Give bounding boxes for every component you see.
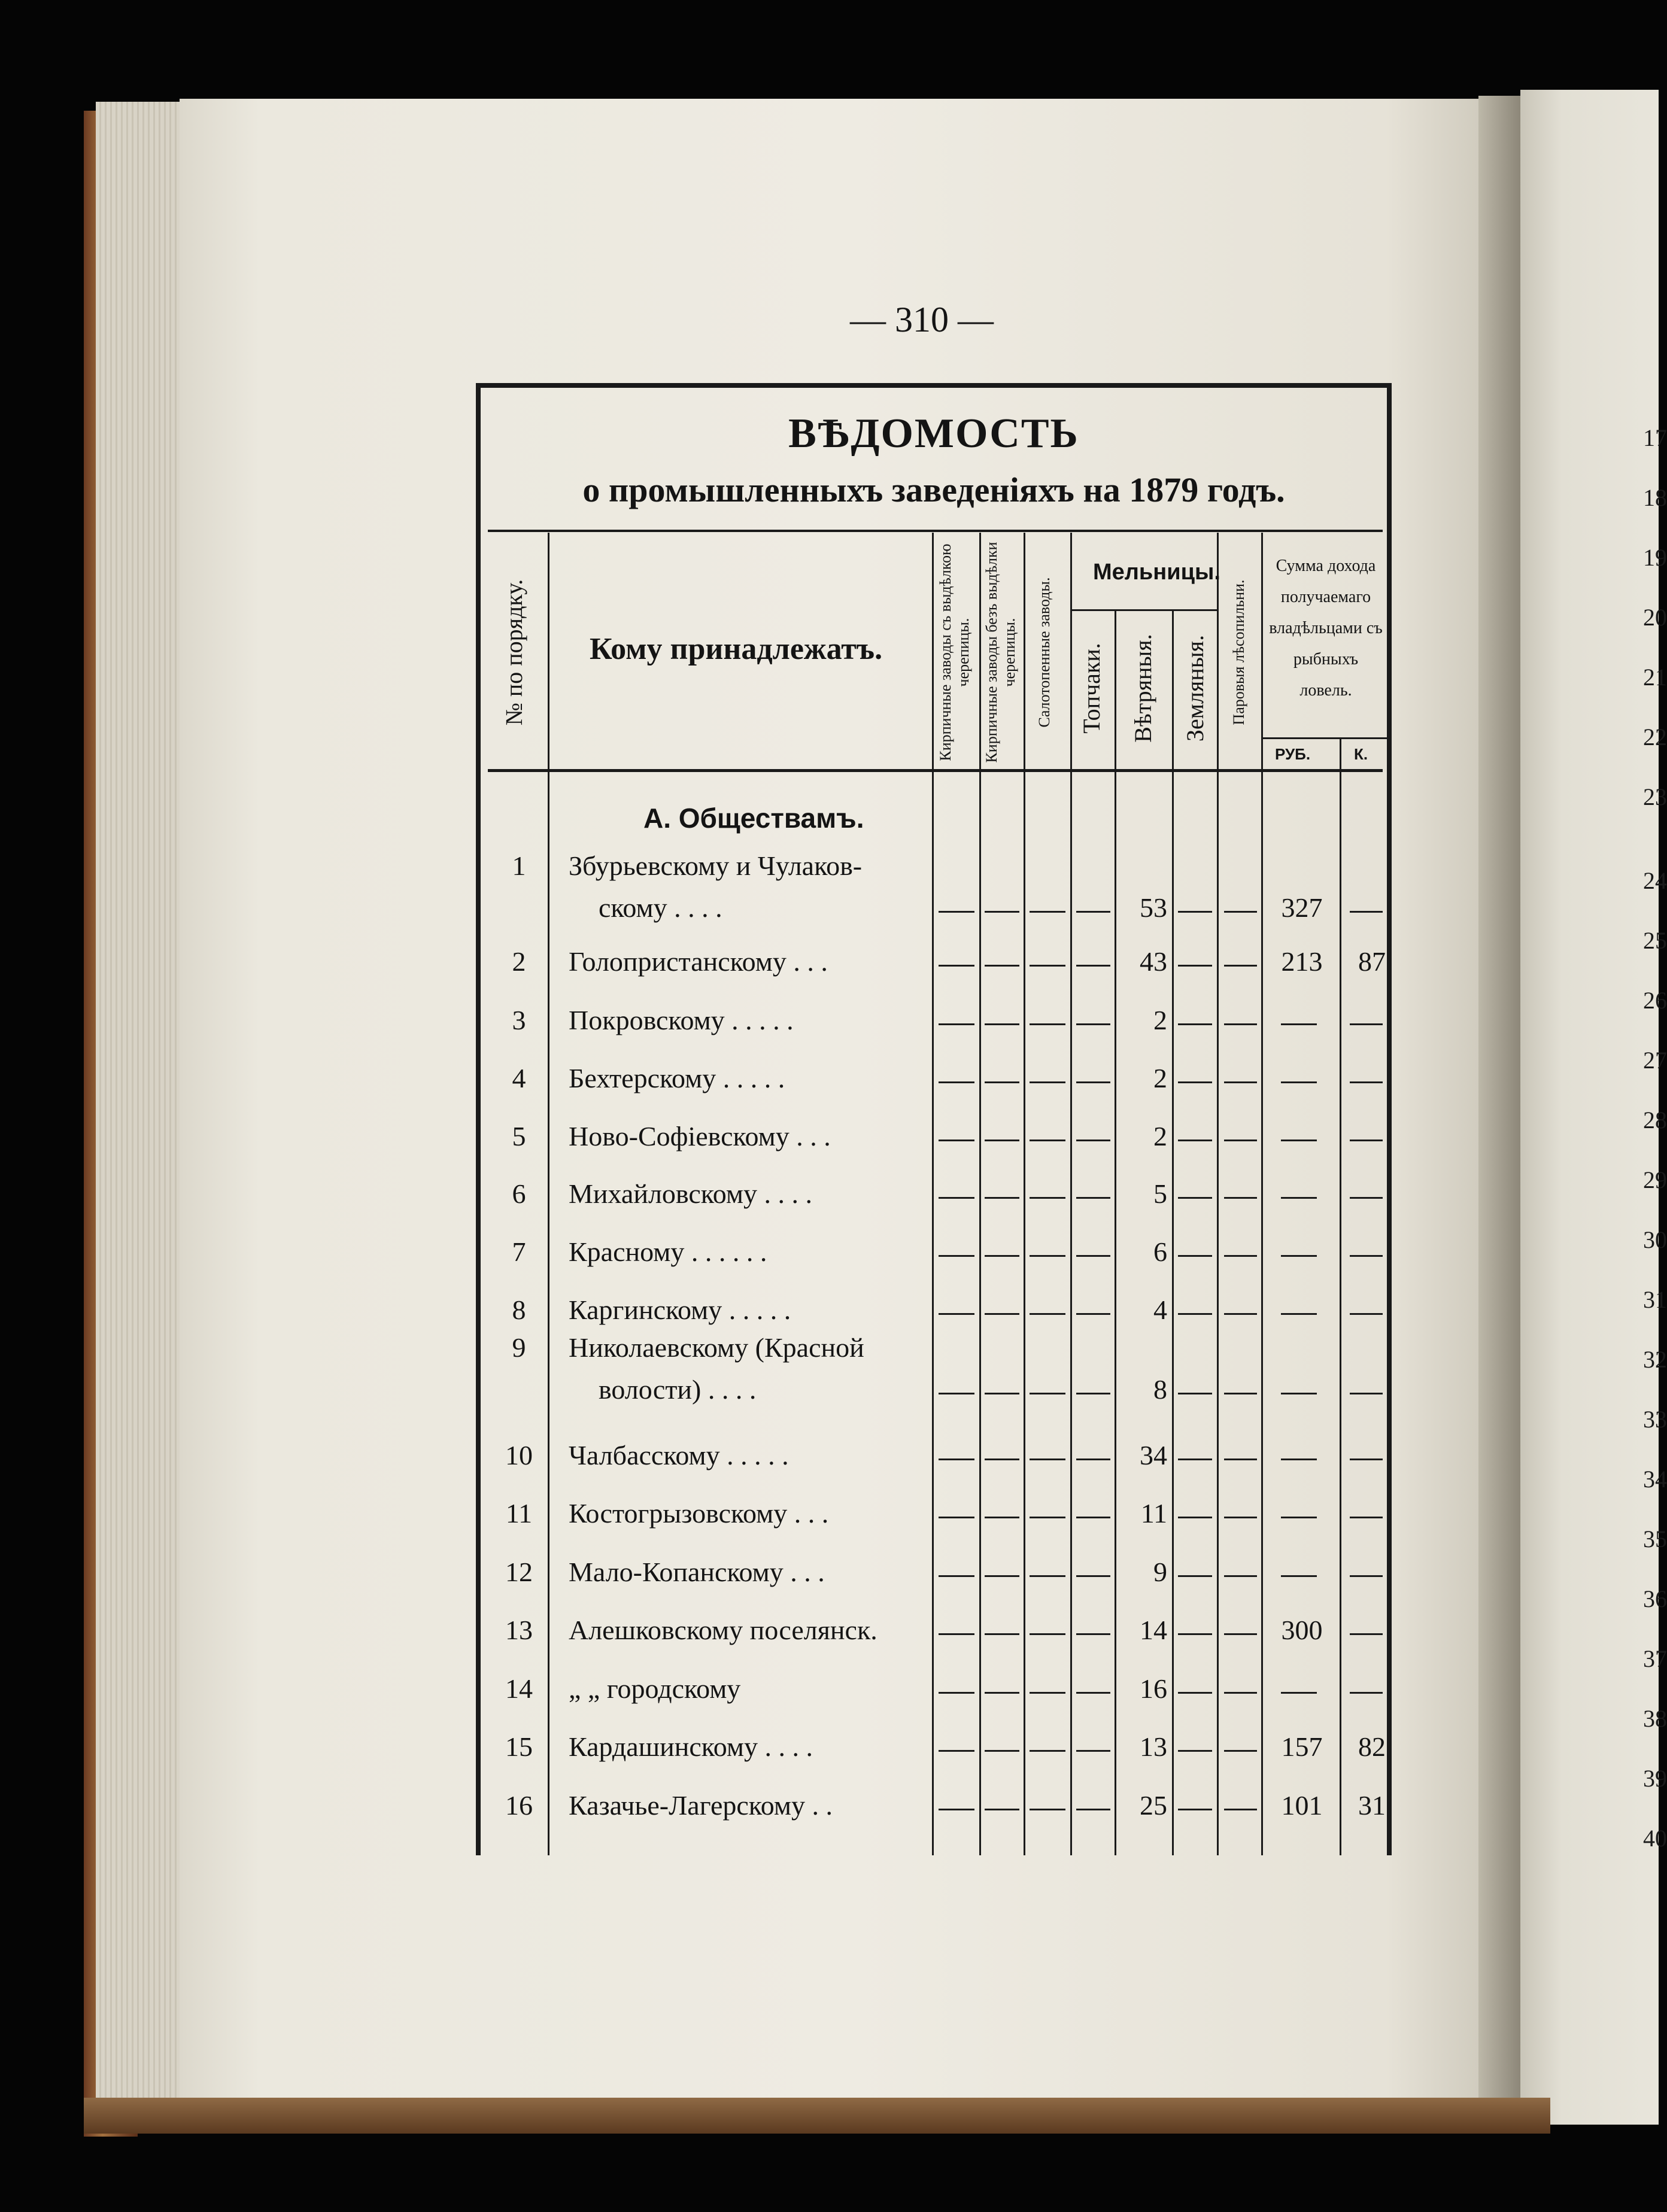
kop-dash <box>1350 1023 1383 1025</box>
row-wind-mills: 11 <box>1140 1498 1167 1529</box>
right-page-row-number: 33 <box>1643 1406 1667 1433</box>
row-wind-mills: 13 <box>1140 1731 1167 1762</box>
empty-cell-dash <box>1178 1517 1212 1518</box>
empty-cell-dash <box>1224 1081 1257 1083</box>
row-owner-name: „ „ городскому <box>569 1673 741 1704</box>
row-wind-mills: 2 <box>1153 1005 1167 1035</box>
empty-cell-dash <box>1178 1692 1212 1694</box>
empty-cell-dash <box>939 965 974 967</box>
empty-cell-dash <box>985 911 1019 913</box>
rub-dash <box>1281 1081 1317 1083</box>
row-owner-name: Бехтерскому . . . . . <box>569 1063 785 1093</box>
header-brick-tile: Кирпичные заводы съ выдѣлкою черепицы. <box>937 543 972 761</box>
row-wind-mills: 2 <box>1153 1063 1167 1093</box>
row-kop: 82 <box>1358 1731 1386 1762</box>
empty-cell-dash <box>1178 1140 1212 1141</box>
row-owner-name: Ново-Софіевскому . . . <box>569 1121 831 1151</box>
empty-cell-dash <box>1076 1393 1110 1394</box>
empty-cell-dash <box>1224 1023 1257 1025</box>
empty-cell-dash <box>1224 911 1257 913</box>
col-rule <box>932 533 934 1855</box>
row-number: 7 <box>512 1236 526 1267</box>
row-wind-mills: 4 <box>1153 1295 1167 1325</box>
table-frame-top <box>476 383 1392 388</box>
right-page-row-number: 31 <box>1643 1286 1667 1313</box>
row-number: 1 <box>512 850 526 881</box>
empty-cell-dash <box>1224 1197 1257 1199</box>
empty-cell-dash <box>939 1023 974 1025</box>
income-rule <box>1262 737 1388 739</box>
row-owner-name-cont: волости) . . . . <box>599 1374 757 1405</box>
right-page-row-number: 27 <box>1643 1047 1667 1074</box>
row-wind-mills: 8 <box>1153 1374 1167 1405</box>
kop-dash <box>1350 1255 1383 1257</box>
right-page-row-number: 34 <box>1643 1466 1667 1493</box>
empty-cell-dash <box>1076 1633 1110 1635</box>
empty-cell-dash <box>1224 1575 1257 1577</box>
empty-cell-dash <box>1076 1197 1110 1199</box>
row-number: 2 <box>512 946 526 977</box>
rub-dash <box>1281 1575 1317 1577</box>
right-page-row-number: 38 <box>1643 1705 1667 1732</box>
empty-cell-dash <box>1076 1255 1110 1257</box>
empty-cell-dash <box>1030 1255 1065 1257</box>
row-owner-name: Костогрызовскому . . . <box>569 1498 829 1529</box>
col-rule <box>1172 609 1174 1855</box>
col-rule <box>1024 533 1025 1855</box>
col-rule <box>1070 533 1072 1855</box>
empty-cell-dash <box>939 1517 974 1518</box>
rub-dash <box>1281 1255 1317 1257</box>
row-wind-mills: 6 <box>1153 1236 1167 1267</box>
col-rule <box>1115 609 1116 1855</box>
empty-cell-dash <box>985 1575 1019 1577</box>
empty-cell-dash <box>1224 1633 1257 1635</box>
empty-cell-dash <box>939 1313 974 1315</box>
row-owner-name: Чалбасскому . . . . . <box>569 1440 789 1470</box>
empty-cell-dash <box>1030 1517 1065 1518</box>
empty-cell-dash <box>1224 1517 1257 1518</box>
empty-cell-dash <box>1076 1809 1110 1810</box>
row-owner-name: Мало-Копанскому . . . <box>569 1557 825 1587</box>
right-page-row-number: 40 <box>1643 1825 1667 1852</box>
row-wind-mills: 34 <box>1140 1440 1167 1470</box>
empty-cell-dash <box>1030 1393 1065 1394</box>
empty-cell-dash <box>1224 1809 1257 1810</box>
empty-cell-dash <box>1076 1313 1110 1315</box>
empty-cell-dash <box>939 1197 974 1199</box>
row-number: 4 <box>512 1063 526 1093</box>
rub-dash <box>1281 1313 1317 1315</box>
empty-cell-dash <box>1224 1313 1257 1315</box>
row-owner-name: Кардашинскому . . . . <box>569 1731 813 1762</box>
empty-cell-dash <box>985 1750 1019 1752</box>
right-page-row-number: 18 <box>1643 484 1667 511</box>
empty-cell-dash <box>939 1750 974 1752</box>
empty-cell-dash <box>1224 1692 1257 1694</box>
header-mills: Мельницы. <box>1093 560 1220 585</box>
empty-cell-dash <box>985 1023 1019 1025</box>
empty-cell-dash <box>1030 1313 1065 1315</box>
document-title: ВѢДОМОСТЬ <box>788 411 1079 457</box>
right-page-row-number: 28 <box>1643 1107 1667 1134</box>
col-rule <box>1217 533 1219 1855</box>
empty-cell-dash <box>1030 911 1065 913</box>
kop-dash <box>1350 1633 1383 1635</box>
header-top-rule <box>488 530 1383 532</box>
empty-cell-dash <box>1224 1459 1257 1460</box>
row-owner-name-cont: скому . . . . <box>599 892 722 923</box>
row-rub: 327 <box>1281 892 1323 923</box>
row-wind-mills: 53 <box>1140 892 1167 923</box>
empty-cell-dash <box>939 1633 974 1635</box>
empty-cell-dash <box>985 1313 1019 1315</box>
empty-cell-dash <box>1224 1750 1257 1752</box>
page-number: — 310 — <box>850 300 994 339</box>
right-page-row-number: 36 <box>1643 1585 1667 1612</box>
row-number: 16 <box>505 1790 533 1821</box>
row-wind-mills: 16 <box>1140 1673 1167 1704</box>
empty-cell-dash <box>985 1197 1019 1199</box>
row-kop: 31 <box>1358 1790 1386 1821</box>
header-tallow: Салотопенные заводы. <box>1036 577 1053 728</box>
row-owner-name: Покровскому . . . . . <box>569 1005 794 1035</box>
empty-cell-dash <box>1224 1255 1257 1257</box>
empty-cell-dash <box>1030 1750 1065 1752</box>
empty-cell-dash <box>1076 1459 1110 1460</box>
row-wind-mills: 43 <box>1140 946 1167 977</box>
row-rub: 213 <box>1281 946 1323 977</box>
kop-dash <box>1350 1393 1383 1394</box>
kop-dash <box>1350 1081 1383 1083</box>
kop-dash <box>1350 911 1383 913</box>
empty-cell-dash <box>985 965 1019 967</box>
row-number: 5 <box>512 1121 526 1151</box>
header-steam-saw: Паровыя лѣсопильни. <box>1230 579 1247 725</box>
right-page-row-number: 29 <box>1643 1166 1667 1193</box>
empty-cell-dash <box>1178 1750 1212 1752</box>
empty-cell-dash <box>939 1081 974 1083</box>
right-page-row-number: 24 <box>1643 867 1667 894</box>
kop-dash <box>1350 1140 1383 1141</box>
row-rub: 157 <box>1281 1731 1323 1762</box>
row-wind-mills: 5 <box>1153 1178 1167 1209</box>
right-page-row-number: 23 <box>1643 783 1667 810</box>
kop-dash <box>1350 1692 1383 1694</box>
right-page-row-number: 35 <box>1643 1526 1667 1552</box>
col-rule <box>1340 739 1341 1855</box>
row-owner-name: Красному . . . . . . <box>569 1236 767 1267</box>
empty-cell-dash <box>1178 911 1212 913</box>
empty-cell-dash <box>985 1255 1019 1257</box>
document-subtitle: о промышленныхъ заведеніяхъ на 1879 годъ. <box>582 470 1285 509</box>
empty-cell-dash <box>1030 1633 1065 1635</box>
empty-cell-dash <box>1076 1517 1110 1518</box>
header-earth: Земляныя. <box>1182 634 1209 742</box>
row-rub: 101 <box>1281 1790 1323 1821</box>
col-rule <box>548 533 549 1855</box>
empty-cell-dash <box>939 1140 974 1141</box>
row-number: 6 <box>512 1178 526 1209</box>
right-page-row-number: 32 <box>1643 1346 1667 1373</box>
header-bottom-rule <box>488 769 1383 772</box>
empty-cell-dash <box>1030 965 1065 967</box>
empty-cell-dash <box>1030 1575 1065 1577</box>
kop-dash <box>1350 1517 1383 1518</box>
rub-dash <box>1281 1197 1317 1199</box>
row-number: 9 <box>512 1332 526 1363</box>
empty-cell-dash <box>1224 1393 1257 1394</box>
row-number: 11 <box>505 1498 533 1529</box>
section-heading: А. Обществамъ. <box>643 803 864 834</box>
empty-cell-dash <box>1178 1809 1212 1810</box>
empty-cell-dash <box>1178 1197 1212 1199</box>
empty-cell-dash <box>1030 1692 1065 1694</box>
right-page-row-number: 37 <box>1643 1645 1667 1672</box>
right-page-row-number: 21 <box>1643 664 1667 691</box>
rub-dash <box>1281 1692 1317 1694</box>
right-page-row-number: 19 <box>1643 544 1667 571</box>
empty-cell-dash <box>1178 1255 1212 1257</box>
row-rub: 300 <box>1281 1615 1323 1645</box>
right-page-row-number: 26 <box>1643 987 1667 1014</box>
row-number: 15 <box>505 1731 533 1762</box>
rub-dash <box>1281 1517 1317 1518</box>
row-wind-mills: 14 <box>1140 1615 1167 1645</box>
row-owner-name: Каргинскому . . . . . <box>569 1295 791 1325</box>
empty-cell-dash <box>1178 965 1212 967</box>
empty-cell-dash <box>1224 965 1257 967</box>
row-kop: 87 <box>1358 946 1386 977</box>
right-page-row-number: 39 <box>1643 1765 1667 1792</box>
row-owner-name: Михайловскому . . . . <box>569 1178 813 1209</box>
rub-dash <box>1281 1393 1317 1394</box>
table-frame-right <box>1387 383 1392 1855</box>
header-brick-no-tile: Кирпичные заводы безъ выдѣлки черепицы. <box>983 542 1018 763</box>
right-page-row-number: 30 <box>1643 1226 1667 1253</box>
row-number: 14 <box>505 1673 533 1704</box>
row-owner-name: Голопристанскому . . . <box>569 946 828 977</box>
header-num: № по порядку. <box>500 579 527 726</box>
empty-cell-dash <box>1224 1140 1257 1141</box>
header-wind: Вѣтряныя. <box>1129 634 1156 743</box>
empty-cell-dash <box>1030 1140 1065 1141</box>
row-wind-mills: 25 <box>1140 1790 1167 1821</box>
kop-dash <box>1350 1313 1383 1315</box>
row-number: 3 <box>512 1005 526 1035</box>
header-rub: РУБ. <box>1275 745 1311 763</box>
empty-cell-dash <box>1178 1633 1212 1635</box>
empty-cell-dash <box>1178 1459 1212 1460</box>
right-page-row-number: 17 <box>1643 424 1667 451</box>
empty-cell-dash <box>1076 1023 1110 1025</box>
empty-cell-dash <box>939 911 974 913</box>
kop-dash <box>1350 1459 1383 1460</box>
empty-cell-dash <box>1030 1809 1065 1810</box>
empty-cell-dash <box>1076 1081 1110 1083</box>
empty-cell-dash <box>1030 1081 1065 1083</box>
right-page-row-number: 22 <box>1643 724 1667 750</box>
empty-cell-dash <box>1178 1081 1212 1083</box>
empty-cell-dash <box>1178 1575 1212 1577</box>
kop-dash <box>1350 1575 1383 1577</box>
empty-cell-dash <box>985 1809 1019 1810</box>
header-income: Сумма дохода получаемаго владѣльцами съ рыбныхъ ловель. <box>1269 557 1383 700</box>
row-number: 8 <box>512 1295 526 1325</box>
empty-cell-dash <box>939 1393 974 1394</box>
empty-cell-dash <box>1030 1023 1065 1025</box>
col-rule <box>1261 533 1263 1855</box>
header-topchaki: Топчаки. <box>1078 643 1105 734</box>
rub-dash <box>1281 1023 1317 1025</box>
row-wind-mills: 9 <box>1153 1557 1167 1587</box>
empty-cell-dash <box>1076 1140 1110 1141</box>
kop-dash <box>1350 1197 1383 1199</box>
empty-cell-dash <box>1178 1023 1212 1025</box>
row-number: 12 <box>505 1557 533 1587</box>
empty-cell-dash <box>1030 1197 1065 1199</box>
table-frame-left <box>476 383 481 1855</box>
empty-cell-dash <box>939 1459 974 1460</box>
row-number: 13 <box>505 1615 533 1645</box>
empty-cell-dash <box>1076 1575 1110 1577</box>
mills-rule <box>1071 609 1218 611</box>
empty-cell-dash <box>985 1459 1019 1460</box>
empty-cell-dash <box>985 1393 1019 1394</box>
empty-cell-dash <box>1076 911 1110 913</box>
empty-cell-dash <box>985 1692 1019 1694</box>
right-page-row-number: 20 <box>1643 604 1667 631</box>
empty-cell-dash <box>1076 1692 1110 1694</box>
empty-cell-dash <box>985 1517 1019 1518</box>
empty-cell-dash <box>1030 1459 1065 1460</box>
empty-cell-dash <box>1076 965 1110 967</box>
row-owner-name: Казачье-Лагерскому . . <box>569 1790 833 1821</box>
header-kop: К. <box>1354 745 1368 763</box>
empty-cell-dash <box>985 1140 1019 1141</box>
empty-cell-dash <box>985 1081 1019 1083</box>
empty-cell-dash <box>1178 1393 1212 1394</box>
empty-cell-dash <box>939 1255 974 1257</box>
col-rule <box>979 533 981 1855</box>
rub-dash <box>1281 1459 1317 1460</box>
right-page-row-number: 25 <box>1643 927 1667 954</box>
row-number: 10 <box>505 1440 533 1470</box>
empty-cell-dash <box>939 1809 974 1810</box>
empty-cell-dash <box>939 1575 974 1577</box>
empty-cell-dash <box>1076 1750 1110 1752</box>
row-wind-mills: 2 <box>1153 1121 1167 1151</box>
row-owner-name: Збурьевскому и Чулаков- <box>569 850 863 881</box>
row-owner-name: Алешковскому поселянск. <box>569 1615 877 1645</box>
empty-cell-dash <box>1178 1313 1212 1315</box>
empty-cell-dash <box>939 1692 974 1694</box>
row-owner-name: Николаевскому (Красной <box>569 1332 864 1363</box>
empty-cell-dash <box>985 1633 1019 1635</box>
rub-dash <box>1281 1140 1317 1141</box>
header-owner: Кому принадлежатъ. <box>590 632 883 666</box>
